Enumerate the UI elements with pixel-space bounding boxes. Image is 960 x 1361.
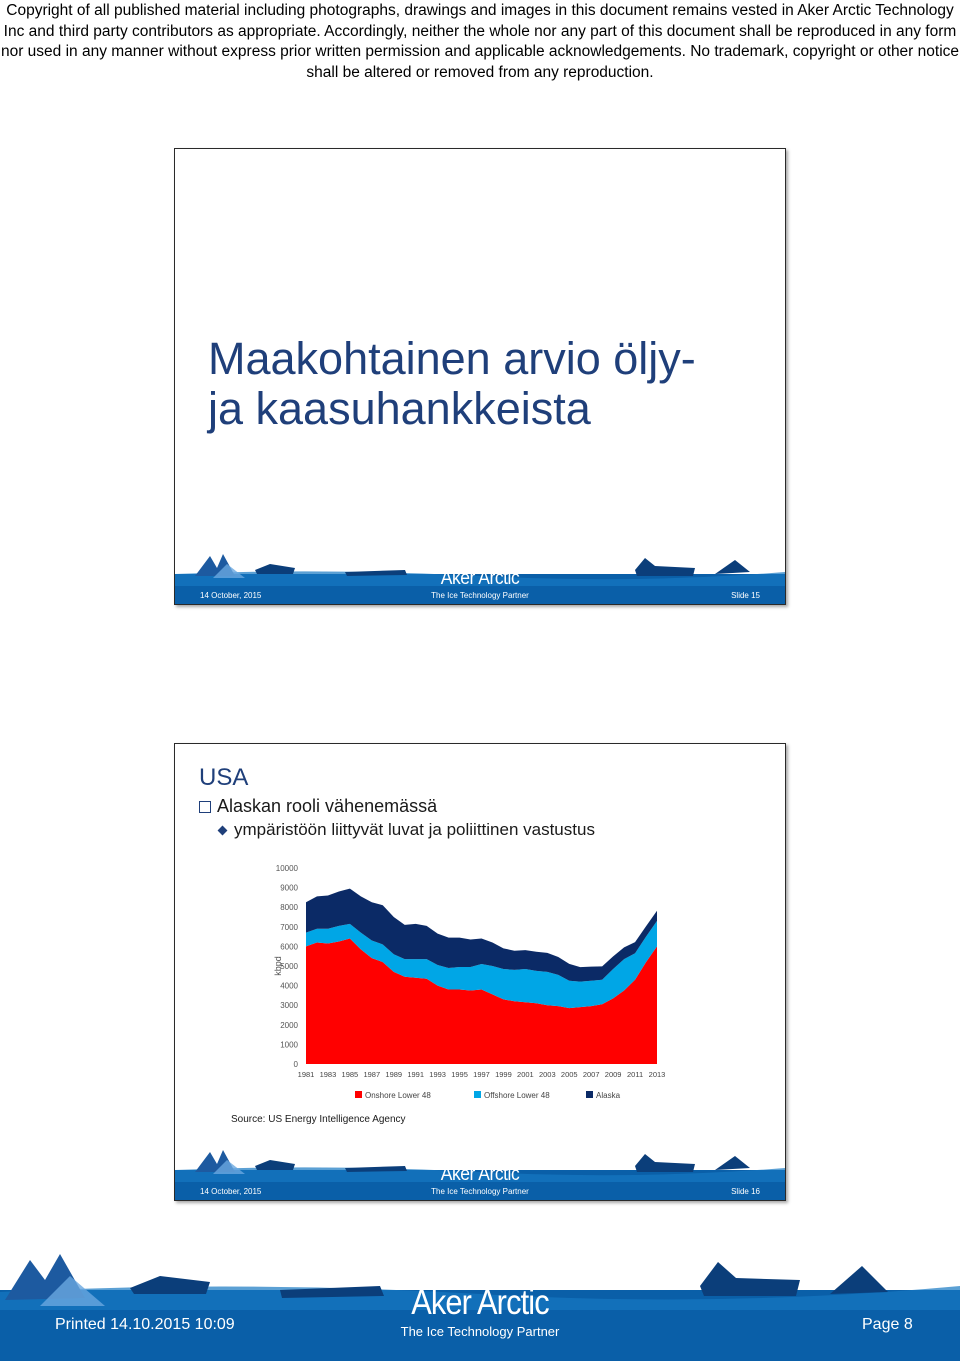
x-tick-label: 1985 <box>341 1070 359 1079</box>
slide-heading: USA <box>199 764 249 791</box>
slide-footer <box>175 554 785 604</box>
x-tick-label: 1987 <box>363 1070 381 1079</box>
footer-date: 14 October, 2015 <box>200 591 262 600</box>
production-chart <box>261 854 665 1114</box>
x-tick-label: 1981 <box>297 1070 315 1079</box>
x-tick-label: 1993 <box>429 1070 446 1079</box>
y-tick-label: 6000 <box>280 942 298 952</box>
page-number: Page 8 <box>862 1316 913 1333</box>
x-tick-label: 2007 <box>582 1070 600 1079</box>
x-tick-label: 2005 <box>560 1070 578 1079</box>
slide-title <box>208 334 696 434</box>
y-tick-label: 3000 <box>280 1001 298 1011</box>
x-tick-label: 1995 <box>451 1070 468 1079</box>
y-tick-label: 7000 <box>280 922 298 932</box>
x-tick-label: 1999 <box>495 1070 512 1079</box>
bullet-text: Alaskan rooli vähenemässä <box>217 796 438 816</box>
y-tick-label: 8000 <box>280 903 298 913</box>
diamond-bullet-icon <box>218 825 228 835</box>
y-tick-label: 1000 <box>280 1040 298 1050</box>
y-axis-label: kbpd <box>273 956 283 976</box>
y-tick-label: 4000 <box>280 981 298 991</box>
legend-label: Alaska <box>596 1091 621 1100</box>
slide-title-line2: ja kaasuhankkeista <box>208 383 591 434</box>
footer-logo: Aker Arctic <box>440 568 520 589</box>
x-tick-label: 2003 <box>538 1070 556 1079</box>
footer-logo: Aker Arctic <box>440 1164 520 1185</box>
x-tick-label: 2013 <box>648 1070 665 1079</box>
footer-date: 14 October, 2015 <box>200 1187 262 1196</box>
chart-svg <box>261 854 665 1114</box>
source-note: Source: US Energy Intelligence Agency <box>231 1114 406 1125</box>
x-tick-label: 1989 <box>385 1070 403 1079</box>
bullet-level1 <box>199 796 437 817</box>
footer-slide-number: Slide 15 <box>731 591 760 600</box>
x-tick-label: 2009 <box>604 1070 622 1079</box>
footer-slide-number: Slide 16 <box>731 1187 760 1196</box>
legend-label: Offshore Lower 48 <box>484 1091 550 1100</box>
legend-label: Onshore Lower 48 <box>365 1091 431 1100</box>
x-tick-label: 1983 <box>319 1070 337 1079</box>
y-tick-label: 5000 <box>280 962 298 971</box>
legend-swatch <box>355 1091 362 1098</box>
footer-tagline: The Ice Technology Partner <box>431 591 529 600</box>
legend-swatch <box>474 1091 481 1098</box>
bullet-text: ympäristöön liittyvät luvat ja poliittinen vastustus <box>234 820 595 839</box>
page-footer-tagline: The Ice Technology Partner <box>400 1324 560 1339</box>
footer-tagline: The Ice Technology Partner <box>431 1187 529 1196</box>
y-tick-label: 2000 <box>280 1020 298 1030</box>
y-tick-label: 9000 <box>280 883 298 893</box>
slide-16 <box>174 743 786 1201</box>
slide-15 <box>174 148 786 605</box>
copyright-notice: Copyright of all published material including photographs, drawings and images in this document remains vested in Aker Arctic Technology Inc and third party contributors as appropriate. Accordingly, neither the whole nor any part of this document shall be reproduced in any form nor used in any manner without express prior written permission and applicable acknowledgements. No trademark, copyright or other notice shall be altered or removed from any reproduction. <box>0 2 960 81</box>
slide-title-line1: Maakohtainen arvio öljy- <box>208 333 696 384</box>
x-tick-label: 1997 <box>473 1070 490 1079</box>
legend-swatch <box>586 1091 593 1098</box>
x-tick-label: 1991 <box>407 1070 425 1079</box>
y-tick-label: 10000 <box>275 864 298 873</box>
bullet-level2 <box>219 820 595 840</box>
slide-footer <box>175 1150 785 1200</box>
square-bullet-icon <box>199 801 211 813</box>
x-tick-label: 2011 <box>626 1070 644 1079</box>
y-tick-label: 0 <box>293 1060 298 1069</box>
printed-timestamp: Printed 14.10.2015 10:09 <box>55 1316 235 1333</box>
page-footer-logo: Aker Arctic <box>411 1283 549 1322</box>
x-tick-label: 2001 <box>517 1070 534 1079</box>
